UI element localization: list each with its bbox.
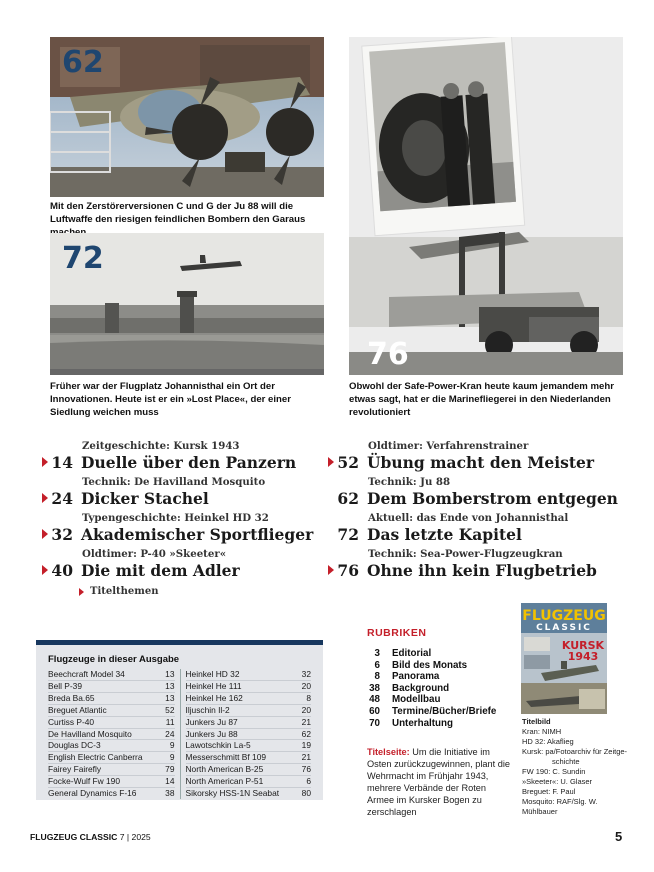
toc-kicker: Oldtimer: P-40 »Skeeter« [82, 548, 227, 560]
toc-entry[interactable] [39, 476, 265, 508]
toc-page: 40 [39, 561, 73, 580]
rubrik-item[interactable]: 6 Bild des Monats [374, 659, 468, 671]
aircraft-row: Junkers Ju 87 21 [185, 716, 311, 727]
toc-entry[interactable] [325, 476, 618, 508]
photo-johannisthal [50, 233, 324, 375]
toc-page: 14 [39, 453, 73, 472]
toc-title: Das letzte Kapitel [367, 525, 522, 544]
aircraft-row: General Dynamics F-16 38 [48, 788, 175, 799]
toc-entry[interactable] [325, 548, 597, 580]
cover-logo-top: FLUGZEUG [522, 608, 606, 624]
aircraft-row: Iljuschin Il-2 20 [185, 704, 311, 715]
toc-entry[interactable] [39, 440, 296, 472]
aircraft-row: Bell P-39 13 [48, 680, 175, 691]
aircraft-index-title: Flugzeuge in dieser Ausgabe [48, 654, 180, 665]
cover-headline-2: 1943 [567, 650, 599, 663]
rubrik-item[interactable]: 48 Modellbau [369, 694, 441, 706]
aircraft-row: Heinkel HD 32 32 [185, 669, 311, 679]
toc-entry[interactable] [39, 548, 240, 580]
arrow-icon [42, 529, 48, 539]
toc-entry[interactable] [39, 512, 313, 544]
toc-kicker: Oldtimer: Verfahrenstrainer [368, 440, 529, 452]
toc-kicker: Technik: Ju 88 [368, 476, 451, 488]
arrow-icon [328, 565, 334, 575]
toc-title: Akademischer Sportflieger [81, 525, 314, 544]
aircraft-row: Douglas DC-3 9 [48, 740, 175, 751]
aircraft-row: Lawotschkin La-5 19 [185, 740, 311, 751]
aircraft-row: Fairey Fairefly 79 [48, 764, 175, 775]
photo-crane [349, 37, 623, 375]
photo-caption: Obwohl der Safe-Power-Kran heute kaum jemandem mehr etwas sagt, hat er die Marinefliegerei in den Niederlanden revolutioniert [349, 381, 614, 418]
rubriken-list [362, 648, 496, 729]
footer-magazine: FLUGZEUG CLASSIC 7 | 2025 [30, 832, 151, 842]
titelthemen-legend: Titelthemen [79, 586, 159, 597]
toc-title: Die mit dem Adler [81, 561, 240, 580]
toc-title: Dem Bomberstrom entgegen [367, 489, 618, 508]
photo-number: 72 [62, 241, 104, 276]
photo-ju88 [50, 37, 324, 197]
magazine-cover[interactable] [521, 603, 607, 714]
cover-headline-1: KURSK [561, 639, 605, 652]
toc-page: 72 [337, 525, 359, 544]
arrow-icon [328, 457, 334, 467]
toc-kicker: Typengeschichte: Heinkel HD 32 [82, 512, 269, 524]
cover-credits: Titelbild Kran: NIMH HD 32: Akaflieg Kursk: pa/Fotoarchiv für Zeitge- schichte FW 190: C. Sundin »Skeeter«: U. Glaser Breguet: F. Paul Mosquito: RAF/Slg. W. Mühlbauer [522, 717, 628, 816]
toc-entry[interactable] [325, 512, 568, 544]
aircraft-row: Focke-Wulf Fw 190 14 [48, 776, 175, 787]
toc-title: Ohne ihn kein Flugbetrieb [367, 561, 597, 580]
rubrik-item[interactable]: 70 Unterhaltung [369, 717, 453, 729]
page-number: 5 [615, 829, 623, 844]
toc-title: Duelle über den Panzern [81, 453, 297, 472]
aircraft-row: English Electric Canberra 9 [48, 752, 175, 763]
aircraft-row: Beechcraft Model 34 13 [48, 669, 175, 679]
aircraft-row: De Havilland Mosquito 24 [48, 728, 175, 739]
aircraft-list-right [180, 669, 312, 799]
aircraft-row: Sikorsky HSS-1N Seabat 80 [185, 788, 311, 799]
aircraft-row: North American P-51 6 [185, 776, 311, 787]
toc-kicker: Technik: De Havilland Mosquito [82, 476, 266, 488]
rubrik-item[interactable]: 3 Editorial [374, 648, 432, 659]
toc-entry[interactable] [325, 440, 594, 472]
aircraft-list-left [48, 669, 180, 799]
photo-number: 62 [62, 45, 104, 80]
arrow-icon [42, 565, 48, 575]
aircraft-row: Breguet Atlantic 52 [48, 704, 175, 715]
toc-page: 24 [39, 489, 73, 508]
photo-number: 76 [367, 337, 409, 372]
aircraft-row: Junkers Ju 88 62 [185, 728, 311, 739]
toc-title: Übung macht den Meister [367, 453, 595, 472]
photo-caption: Mit den Zerstörerversionen C und G der Ju 88 will die Luftwaffe den riesigen feindlichen Bombern den Garaus [50, 201, 306, 225]
arrow-icon [42, 457, 48, 467]
toc-kicker: Zeitgeschichte: Kursk 1943 [82, 440, 240, 452]
titelseite-text: Titelseite: Um die Initiative im Osten zurückzugewinnen, plant die Wehrmacht im Frühjahr 1943, mehrere Verbände der Roten Armee im Kursker Bogen zu zerschlagen [367, 747, 511, 818]
rubrik-item[interactable]: 38 Background [369, 682, 450, 694]
toc-kicker: Aktuell: das Ende von Johannisthal [368, 512, 569, 524]
rubrik-item[interactable]: 8 Panorama [374, 671, 440, 683]
arrow-icon [42, 493, 48, 503]
toc-page: 52 [325, 453, 359, 472]
toc-page: 62 [337, 489, 359, 508]
aircraft-row: North American B-25 76 [185, 764, 311, 775]
cover-logo-bottom: CLASSIC [536, 623, 592, 633]
rubriken-heading: RUBRIKEN [367, 627, 427, 639]
toc-kicker: Technik: Sea-Power-Flugzeugkran [368, 548, 563, 560]
toc-title: Dicker Stachel [81, 489, 209, 508]
rubrik-item[interactable]: 60 Termine/Bücher/Briefe [369, 705, 497, 717]
toc-page: 32 [39, 525, 73, 544]
aircraft-row: Curtiss P-40 11 [48, 716, 175, 727]
aircraft-row: Messerschmitt Bf 109 21 [185, 752, 311, 763]
aircraft-index-box [36, 640, 323, 800]
photo-caption: Früher war der Flugplatz Johannisthal ein Ort der Innovationen. Heute ist er ein »Lost Place«, der einer Siedlung weichen muss [50, 381, 291, 418]
arrow-icon [79, 588, 84, 596]
toc-page: 76 [325, 561, 359, 580]
aircraft-row: Heinkel He 162 8 [185, 692, 311, 703]
aircraft-row: Breda Ba.65 13 [48, 692, 175, 703]
aircraft-row: Heinkel He 111 20 [185, 680, 311, 691]
